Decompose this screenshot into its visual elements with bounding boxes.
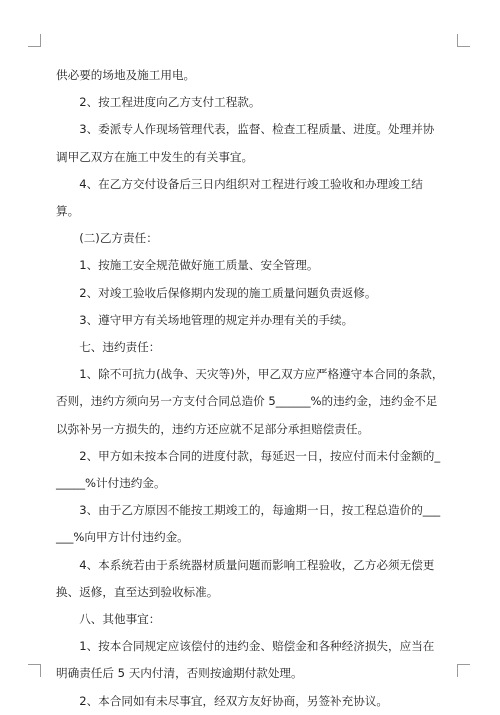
paragraph-15: 1、按本合同规定应该偿付的违约金、赔偿金和各种经济损失，应当在明确责任后 5 天内付清，否则按逾期付款处理。 xyxy=(56,639,435,681)
paragraph-11: 2、甲方如未按本合同的进度付款，每延迟一日，按应付而未付金额的______%计付违约金。 xyxy=(56,448,441,491)
paragraph-2: 2、按工程进度向乙方支付工程款。 xyxy=(79,95,261,110)
document-body xyxy=(56,62,444,715)
section-heading-yi-responsibility: (二)乙方责任： xyxy=(79,231,158,246)
section-heading-breach-liability: 七、违约责任： xyxy=(79,340,161,355)
paragraph-6: 1、按施工安全规范做好施工质量、安全管理。 xyxy=(79,258,319,273)
crop-mark-top-right xyxy=(457,34,470,47)
paragraph-10: 1、除不可抗力(战争、天灾等)外，甲乙双方应严格遵守本合同的条款，否则，违约方须向另一方支付合同总造价 5______%的违约金，违约金不足以弥补另一方损失的，违约方还应就不足部分承担赔偿责任。 xyxy=(56,367,444,436)
paragraph-3: 3、委派专人作现场管理代表，监督、检查工程质量、进度。处理并协调甲乙双方在施工中发生的有关事宜。 xyxy=(56,122,435,164)
paragraph-12: 3、由于乙方原因不能按工期竣工的，每逾期一日，按工程总造价的______%向甲方计付违约金。 xyxy=(56,503,441,545)
paragraph-4: 4、在乙方交付设备后三日内组织对工程进行竣工验收和办理竣工结算。 xyxy=(56,176,423,219)
paragraph-8: 3、遵守甲方有关场地管理的规定并办理有关的手续。 xyxy=(79,312,354,327)
crop-mark-top-left xyxy=(28,34,41,47)
paragraph-7: 2、对竣工验收后保修期内发现的施工质量问题负责返修。 xyxy=(79,285,377,300)
paragraph-13: 4、本系统若由于系统器材质量问题而影响工程验收，乙方必须无偿更换、返修，直至达到验收标准。 xyxy=(56,557,435,599)
crop-mark-bottom-left xyxy=(28,664,41,677)
paragraph-16: 2、本合同如有未尽事宜，经双方友好协商，另签补充协议。 xyxy=(79,693,389,708)
section-heading-other-matters: 八、其他事宜： xyxy=(79,612,161,627)
crop-mark-bottom-right xyxy=(457,664,470,677)
paragraph-1: 供必要的场地及施工用电。 xyxy=(56,68,196,82)
